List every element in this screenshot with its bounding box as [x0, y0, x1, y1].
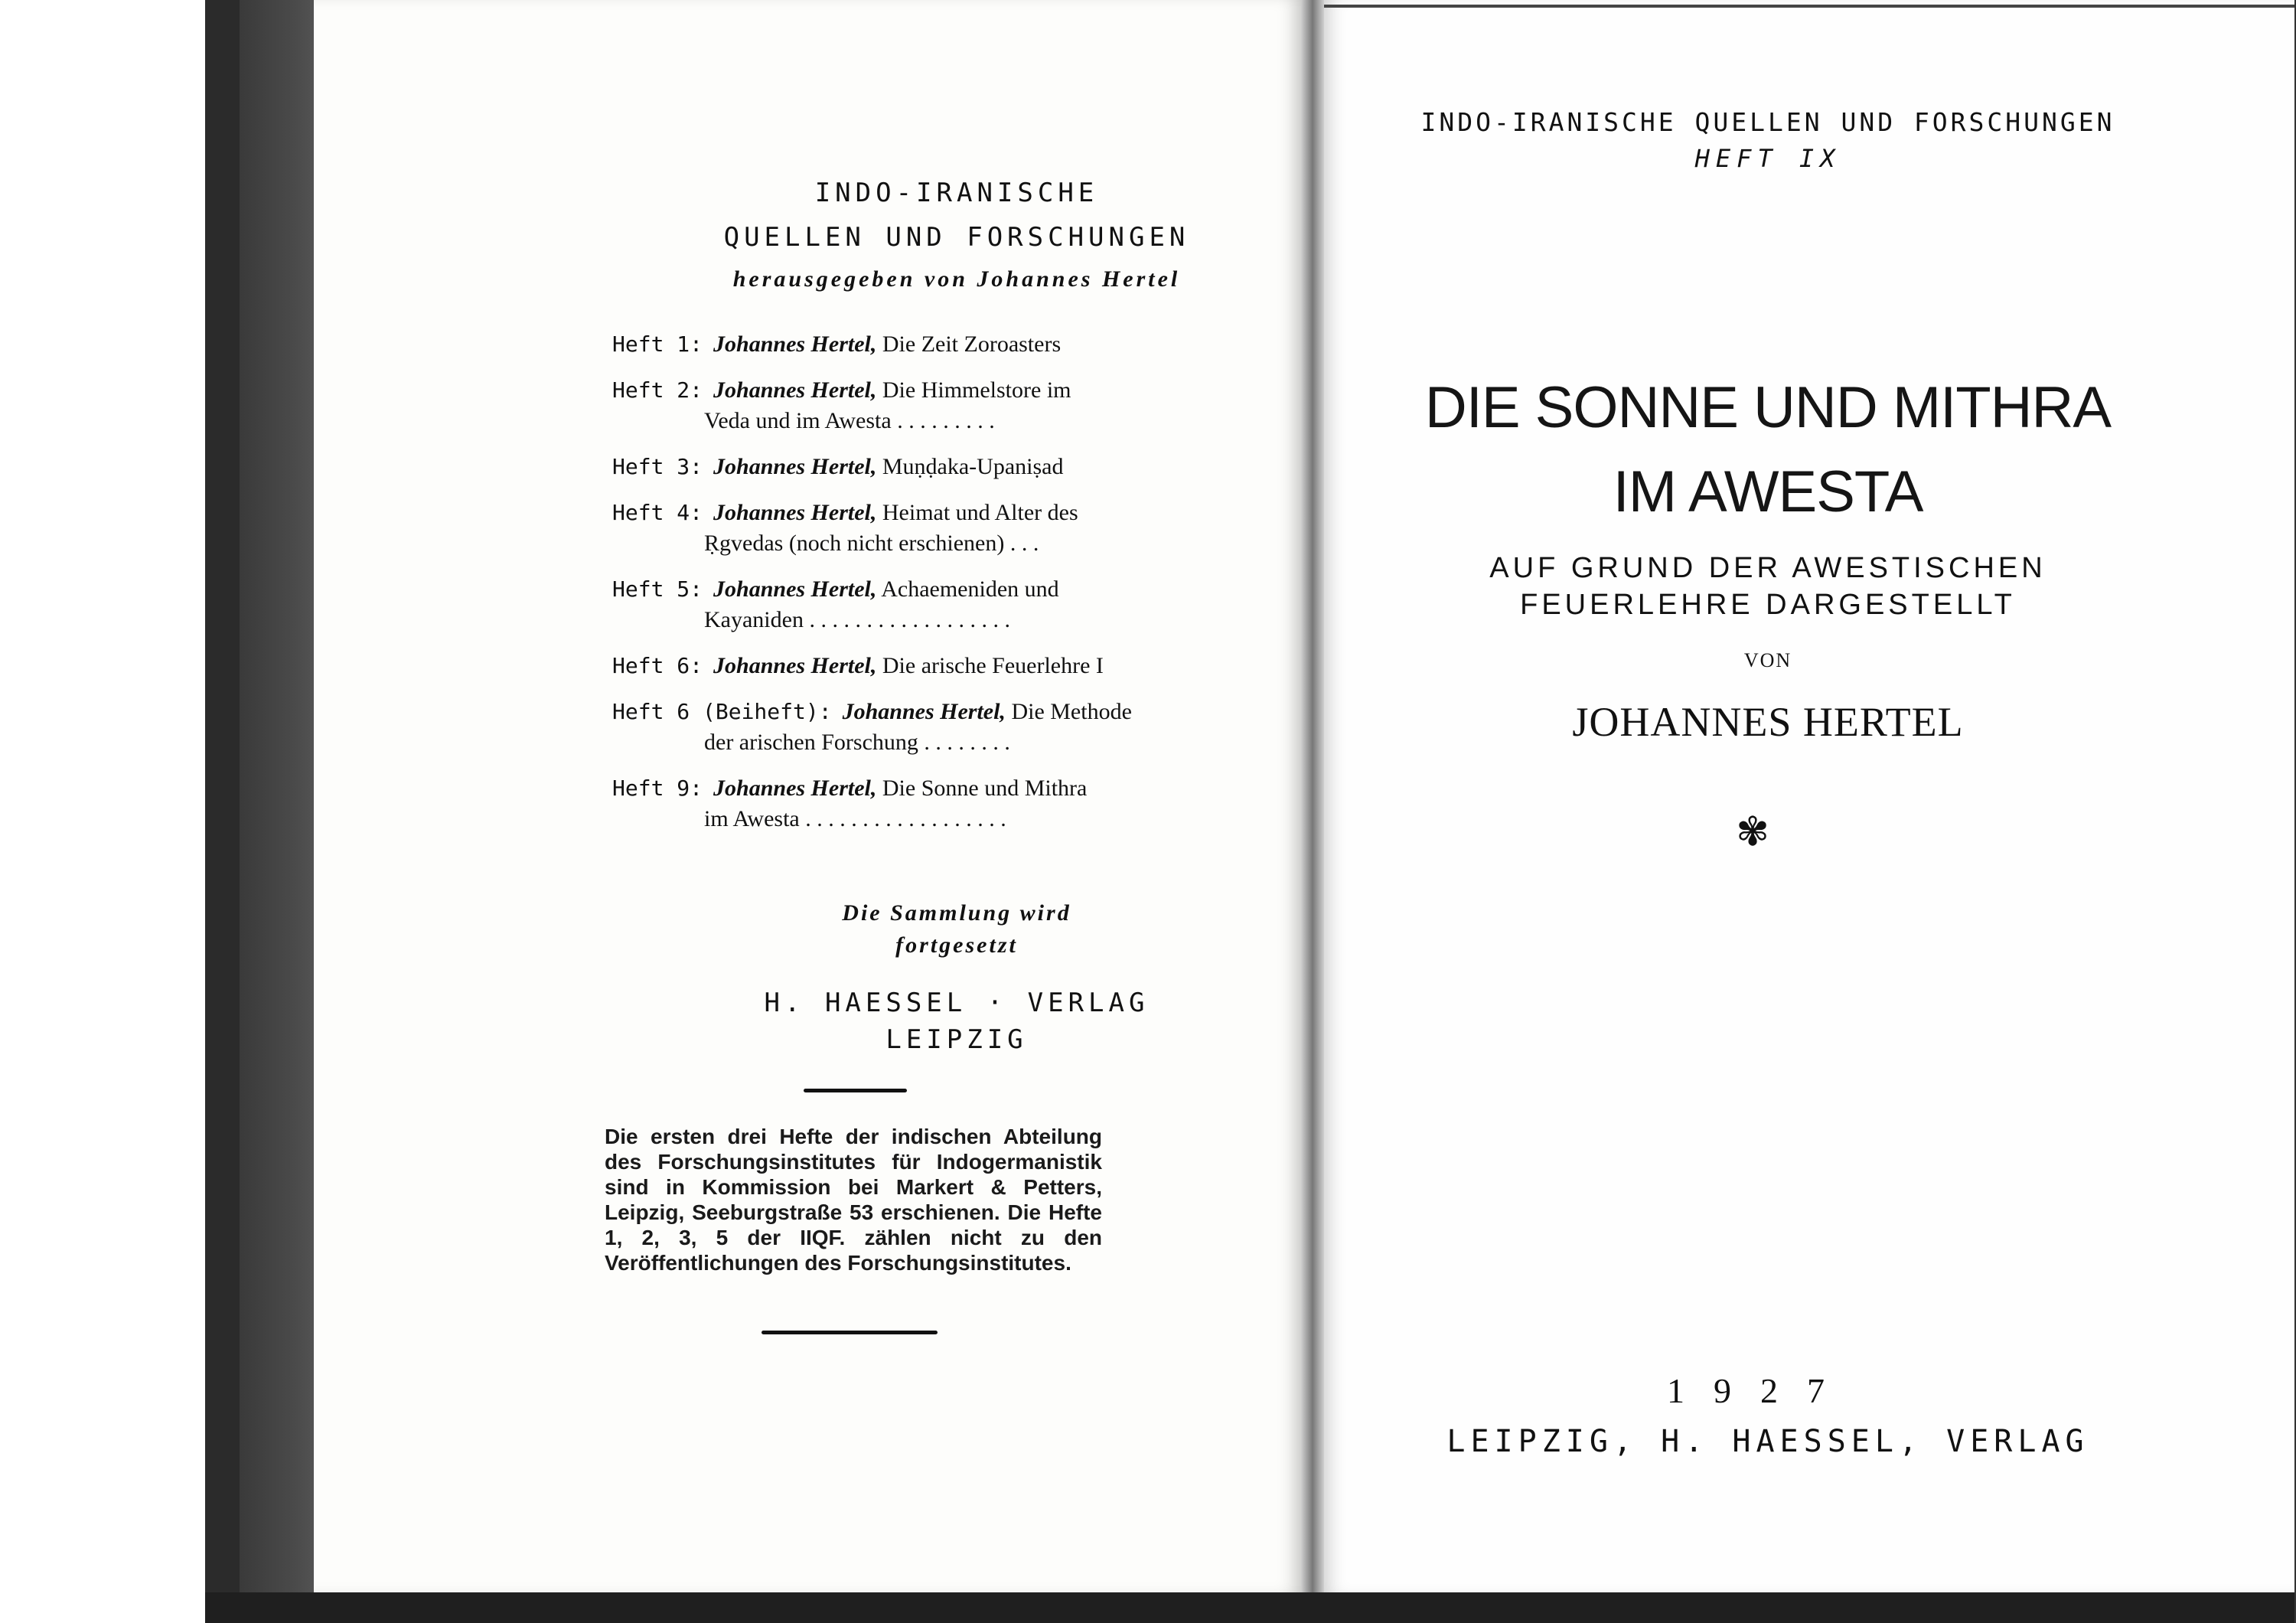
heft-author: Johannes Hertel, [713, 653, 877, 678]
sammlung-note [612, 897, 1301, 962]
heft-entry [612, 574, 1140, 635]
publisher-line2: LEIPZIG [885, 1024, 1028, 1055]
heft-title: Die Methode [1011, 699, 1132, 724]
book-binding-bottom [205, 1592, 2294, 1623]
heft-number-label: Heft 1: [612, 331, 703, 357]
printer-ornament-icon: ✾ [1736, 811, 1769, 854]
heft-author: Johannes Hertel, [713, 500, 877, 525]
series-title-line1: INDO-IRANISCHE [814, 178, 1099, 208]
book-title-line1: DIE SONNE UND MITHRA [1424, 375, 2112, 440]
book-subtitle-line2: FEUERLEHRE DARGESTELLT [1520, 589, 2016, 621]
heft-number: HEFT IX [1694, 144, 1841, 173]
heft-title: Die Himmelstore im [882, 377, 1071, 403]
heft-number-label: Heft 6 (Beiheft): [612, 699, 832, 724]
heft-number-label: Heft 9: [612, 776, 703, 801]
divider-rule [762, 1331, 938, 1334]
heft-title: Muṇḍaka-Upaniṣad [882, 454, 1064, 479]
heft-entry [612, 498, 1140, 559]
heft-entry [612, 329, 1140, 360]
heft-number-label: Heft 6: [612, 653, 703, 678]
heft-entry [612, 697, 1140, 758]
heft-entry [612, 773, 1140, 834]
editor-line: herausgegeben von Johannes Hertel [732, 266, 1181, 292]
heft-author: Johannes Hertel, [713, 331, 877, 357]
publication-year: 1927 [1667, 1371, 1854, 1410]
footnote-text: Die ersten drei Hefte der indischen Abteilung des Forschungsinstitutes für Indogermanistik sind in Kommission bei Markert & Petters, Leipzig, Seeburgstraße 53 erschienen. Die Hefte 1, 2, 3, 5 der IIQF. zählen nicht zu den Veröffentlichungen des Forschungsinstitutes. [605, 1125, 1102, 1275]
divider-rule [804, 1089, 907, 1092]
sammlung-line1: Die Sammlung wird [842, 900, 1071, 926]
page-top-edge [1324, 5, 2294, 8]
book-gutter [1301, 0, 1324, 1592]
author-name: JOHANNES HERTEL [1572, 699, 1964, 745]
heft-title-continuation: im Awesta . . . . . . . . . . . . . . . . . . [704, 806, 1006, 831]
book-binding [205, 0, 240, 1623]
heft-number-label: Heft 4: [612, 500, 703, 525]
book-subtitle [1362, 550, 2174, 623]
heft-entry [612, 651, 1140, 681]
right-page [1324, 0, 2294, 1592]
imprint: LEIPZIG, H. HAESSEL, VERLAG [1446, 1424, 2089, 1459]
heft-number-label: Heft 5: [612, 576, 703, 602]
series-title-line2: QUELLEN UND FORSCHUNGEN [723, 222, 1190, 253]
heft-author: Johannes Hertel, [713, 776, 877, 801]
heft-title-continuation: der arischen Forschung . . . . . . . . [704, 730, 1010, 755]
heft-title: Heimat und Alter des [882, 500, 1078, 525]
heft-title: Die arische Feuerlehre I [882, 653, 1104, 678]
heft-title-continuation: Veda und im Awesta . . . . . . . . . [704, 408, 995, 433]
heft-title: Die Zeit Zoroasters [882, 331, 1062, 357]
heft-author: Johannes Hertel, [713, 377, 877, 403]
heft-title-continuation: Ṛgvedas (noch nicht erschienen) . . . [704, 531, 1039, 556]
book-title [1362, 366, 2174, 534]
heft-author: Johannes Hertel, [842, 699, 1006, 724]
series-header: INDO-IRANISCHE QUELLEN UND FORSCHUNGEN [1420, 107, 2115, 137]
heft-list [612, 329, 1140, 850]
heft-number-label: Heft 2: [612, 377, 703, 403]
heft-entry [612, 452, 1140, 482]
heft-entry [612, 375, 1140, 436]
heft-author: Johannes Hertel, [713, 454, 877, 479]
heft-title-continuation: Kayaniden . . . . . . . . . . . . . . . . . . [704, 607, 1010, 632]
publisher-line1: H. HAESSEL · VERLAG [764, 988, 1150, 1018]
book-title-line2: IM AWESTA [1613, 459, 1923, 524]
von-label: VON [1743, 649, 1792, 671]
heft-author: Johannes Hertel, [713, 576, 877, 602]
heft-title: Achaemeniden und [881, 576, 1059, 602]
heft-title: Die Sonne und Mithra [882, 776, 1088, 801]
sammlung-line2: fortgesetzt [895, 932, 1018, 958]
heft-number-label: Heft 3: [612, 454, 703, 479]
book-subtitle-line1: AUF GRUND DER AWESTISCHEN [1489, 552, 2047, 584]
